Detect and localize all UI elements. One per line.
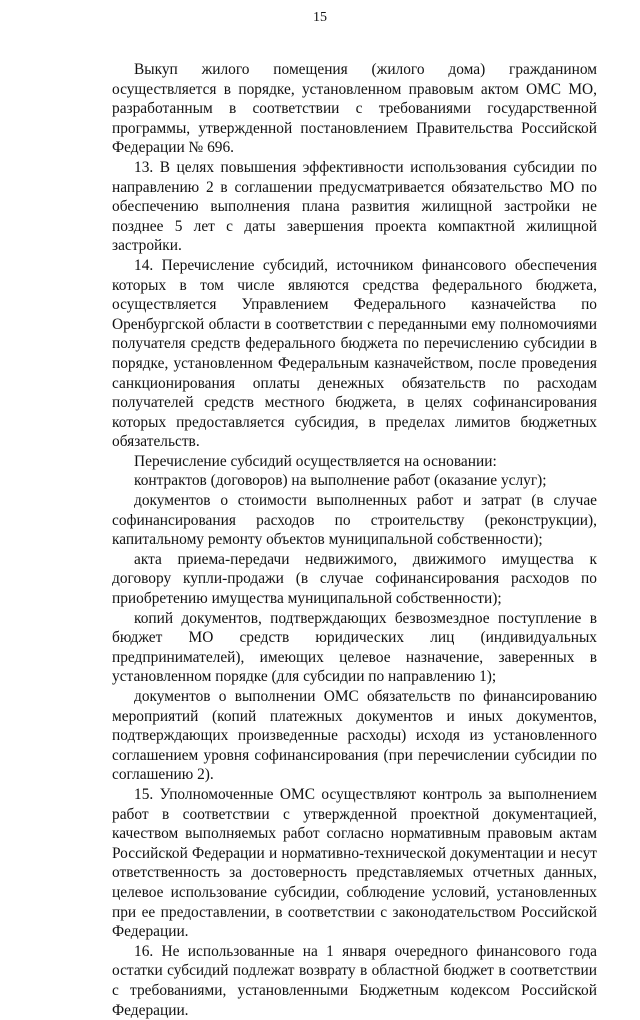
paragraph-transfer-basis: Перечисление субсидий осуществляется на основании: bbox=[134, 452, 497, 470]
paragraph-16: 16. Не использованные на 1 января очередного финансового года остатки субсидий подлежат возврату в областной бюджет в соответствии с требованиями, установленными Бюджетным кодексом Российской Федерации. bbox=[112, 942, 597, 1019]
document-body bbox=[112, 60, 597, 1020]
page-number: 15 bbox=[313, 10, 327, 25]
list-item-contracts: контрактов (договоров) на выполнение работ (оказание услуг); bbox=[134, 472, 547, 490]
list-item-transfer-act: акта приема-передачи недвижимого, движимого имущества к договору купли-продажи (в случае софинансирования расходов по приобретению имущества муниципальной собственности); bbox=[112, 550, 597, 608]
list-item-cost-documents: документов о стоимости выполненных работ и затрат (в случае софинансирования расходов по строительству (реконструкции), капитальному ремонту объектов муниципальной собственности); bbox=[112, 492, 597, 549]
paragraph-14: 14. Перечисление субсидий, источником финансового обеспечения которых в том числе являются средства федерального бюджета, осуществляется Управлением Федерального казначейства по Оренбургской области в соответствии с переданными ему полномочиями получателя средств федерального бюджета по перечислению субсидии в порядке, установленном Федеральным казначейством, после проведения санкционирования оплаты денежных обязательств по расходам получателей средств местного бюджета, в целях софинансирования которых предоставляется субсидия, в пределах лимитов бюджетных обязательств. bbox=[112, 256, 597, 451]
paragraph-15: 15. Уполномоченные ОМС осуществляют контроль за выполнением работ в соответствии с утвержденной проектной документацией, качеством выполняемых работ согласно нормативным правовым актам Российской Федерации и нормативно-технической документации и несут ответственность за достоверность представляемых отчетных данных, целевое использование субсидии, соблюдение условий, установленных при ее предоставлении, в соответствии с законодательством Российской Федерации. bbox=[112, 785, 597, 941]
list-item-obligation-documents: документов о выполнении ОМС обязательств по финансированию мероприятий (копий платежных документов и иных документов, подтверждающих произведенные расходы) исходя из установленного соглашением уровня софинансирования (при перечислении субсидии по соглашению 2). bbox=[112, 688, 597, 784]
list-item-document-copies: копий документов, подтверждающих безвозмездное поступление в бюджет МО средств юридических лиц (индивидуальных предпринимателей), имеющих целевое назначение, заверенных в установленном порядке (для субсидии по направлению 1); bbox=[112, 609, 597, 686]
paragraph-buyout: Выкуп жилого помещения (жилого дома) гражданином осуществляется в порядке, установленном правовым актом ОМС МО, разработанным в соответствии с требованиями государственной программы, утвержденной постановлением Правительства Российской Федерации № 696. bbox=[112, 61, 597, 157]
paragraph-13: 13. В целях повышения эффективности использования субсидии по направлению 2 в соглашении предусматривается обязательство МО по обеспечению выполнения плана развития жилищной застройки не позднее 5 лет с даты завершения проекта компактной жилищной застройки. bbox=[112, 158, 597, 255]
